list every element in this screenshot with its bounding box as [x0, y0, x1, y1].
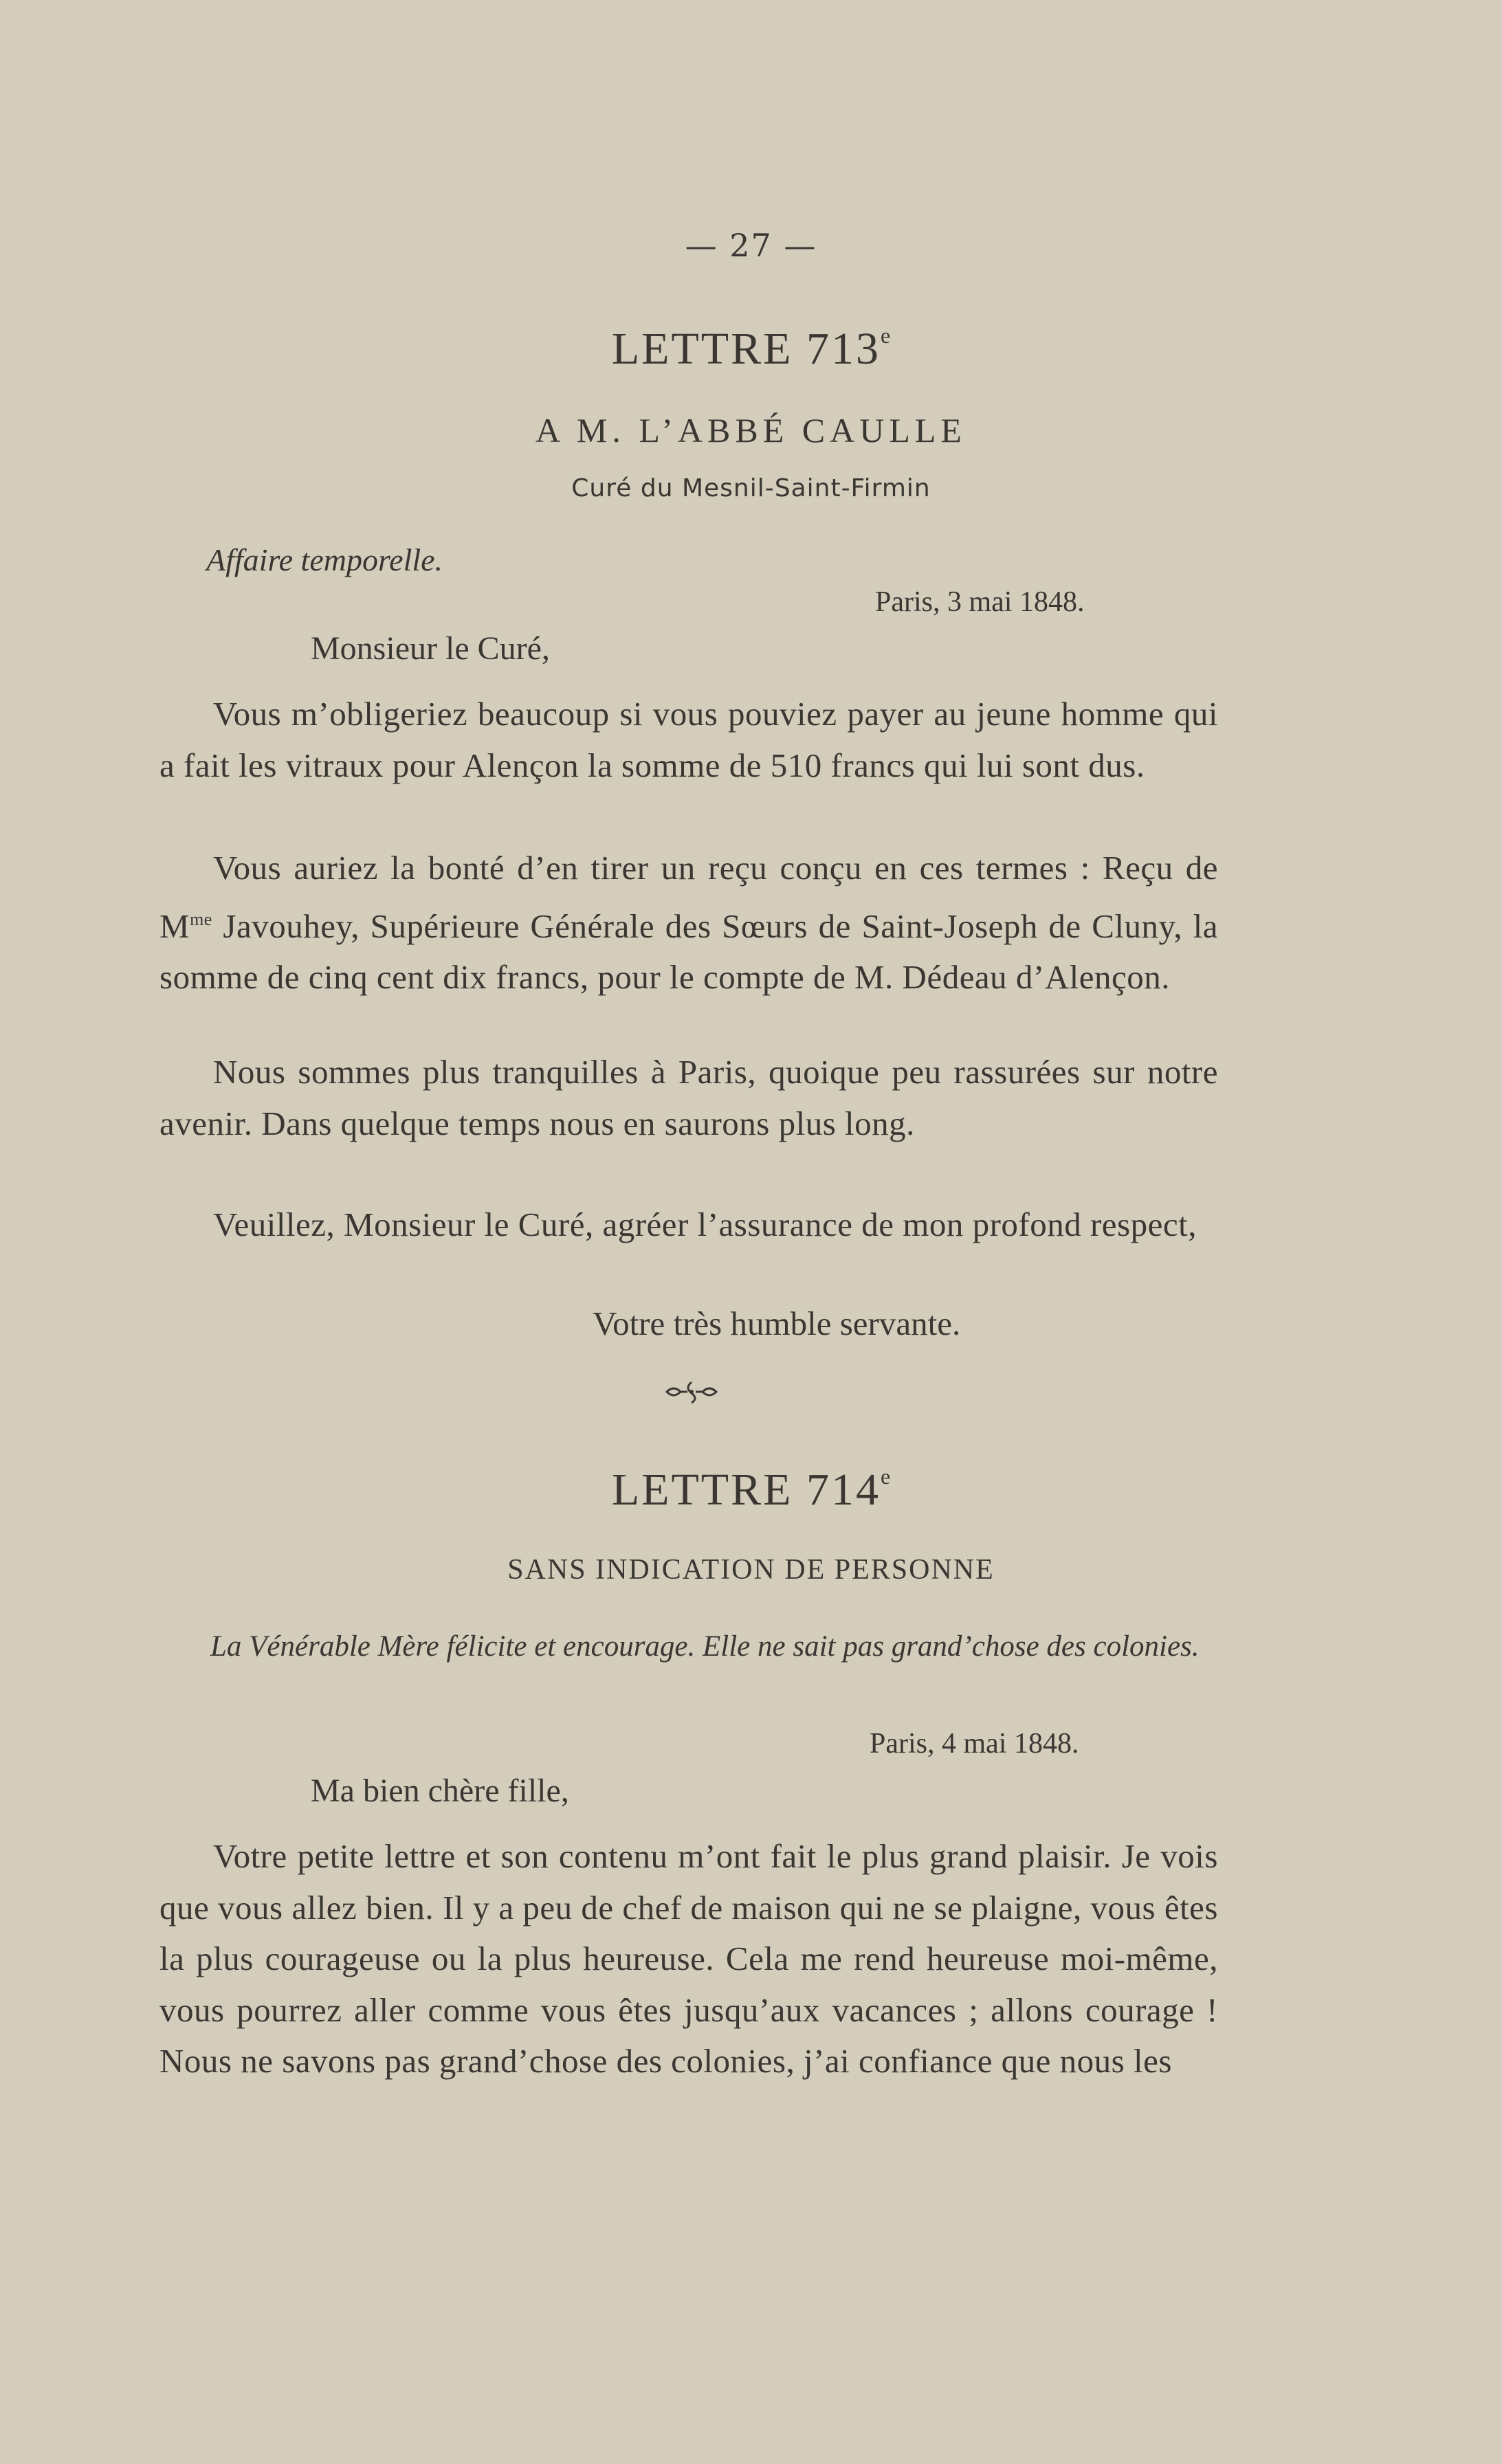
receipt-text-sup: me [190, 909, 212, 929]
receipt-text-after: Javouhey, Supérieure Générale des Sœurs de Saint-Joseph de Cluny, la somme de cinq cent dix francs, pour le compte de M. Dédeau d’Alençon. [159, 907, 1218, 996]
receipt-text-before: Vous auriez la bonté d’en tirer un reçu conçu en ces termes : Reçu de M [159, 849, 1218, 945]
letter-714-salutation: Ma bien chère fille, [311, 1773, 569, 1809]
letter-714-title-text: LETTRE 714 [611, 1465, 881, 1515]
letter-713-title [0, 323, 1502, 375]
letter-713-closing: Votre très humble servante. [593, 1305, 961, 1342]
letter-713-paragraph-3: Veuillez, Monsieur le Curé, agréer l’assurance de mon profond respect, [213, 1206, 1197, 1243]
letter-714-title-suffix: e [880, 1464, 891, 1489]
letter-713-title-text: LETTRE 713 [611, 324, 881, 374]
letter-714-recipient: SANS INDICATION DE PERSONNE [507, 1554, 995, 1586]
letter-713-date: Paris, 3 mai 1848. [875, 586, 1085, 618]
letter-713-title-suffix: e [880, 323, 891, 348]
letter-714-paragraph-1: Votre petite lettre et son contenu m’ont fait le plus grand plaisir. Je vois que vous allez bien. Il y a peu de chef de maison qui ne se plaigne, vous êtes la plus courageuse ou la plus heureuse. Cela me rend heureuse moi-même, vous pourrez aller comme vous êtes jusqu’aux vacances ; allons courage ! Nous ne savons pas grand’chose des colonies, j’ai confiance que nous les [159, 1837, 1218, 2080]
page-number: — 27 — [685, 227, 817, 264]
letter-713-salutation: Monsieur le Curé, [311, 630, 550, 667]
letter-714-date: Paris, 4 mai 1848. [870, 1728, 1079, 1760]
letter-713-subject: Affaire temporelle. [206, 542, 443, 577]
letter-713-recipient-detail: Curé du Mesnil-Saint-Firmin [571, 474, 931, 502]
letter-713-recipient: A M. L’ABBÉ CAULLE [535, 411, 967, 449]
letter-713-paragraph-2: Nous sommes plus tranquilles à Paris, quoique peu rassurées sur notre avenir. Dans quelque temps nous en saurons plus long. [159, 1053, 1218, 1142]
letter-714-summary: La Vénérable Mère félicite et encourage. Elle ne sait pas grand’chose des colonies. [210, 1630, 1200, 1663]
letter-713-paragraph-1: Vous m’obligeriez beaucoup si vous pouviez payer au jeune homme qui a fait les vitraux pour Alençon la somme de 510 francs qui lui sont dus. [159, 695, 1218, 784]
letter-714-title [0, 1464, 1502, 1516]
fleuron-ornament-icon [664, 1378, 719, 1406]
letter-713-paragraph-receipt [159, 843, 1218, 1003]
